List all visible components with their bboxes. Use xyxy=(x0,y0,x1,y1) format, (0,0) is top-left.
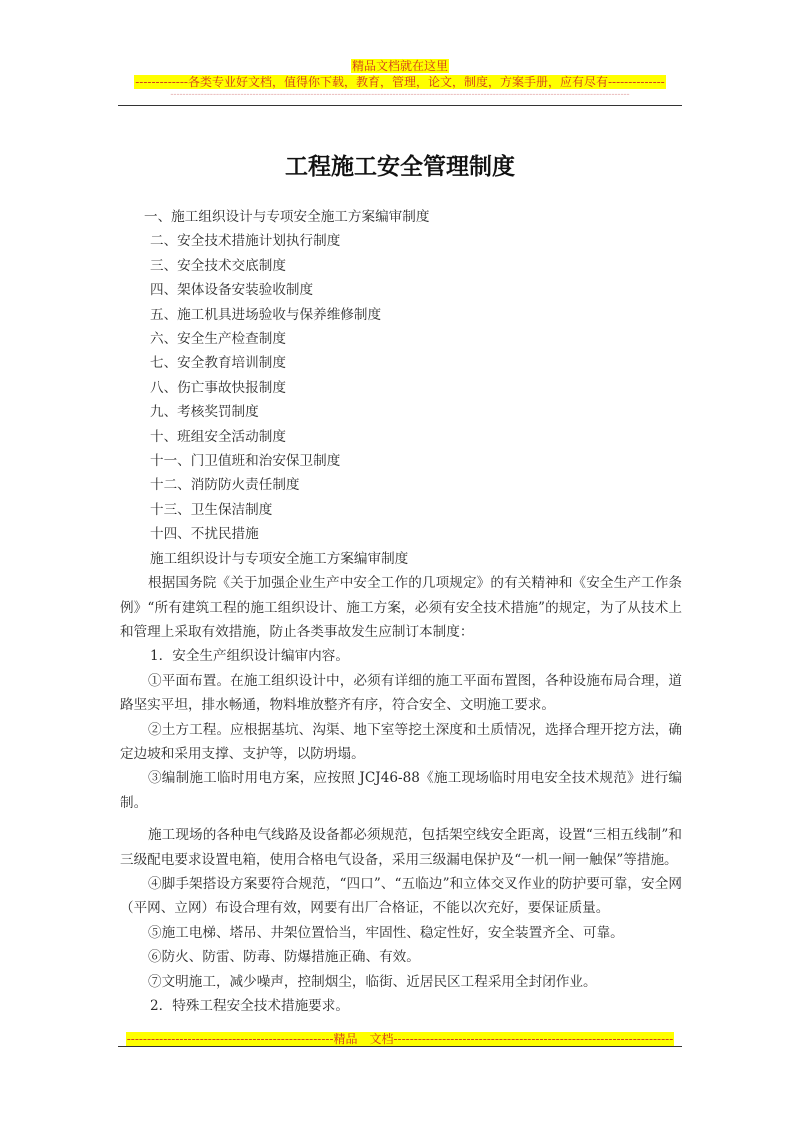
toc-item: 十、班组安全活动制度 xyxy=(150,428,286,445)
document-body xyxy=(120,205,682,1018)
toc-item: 三、安全技术交底制度 xyxy=(150,257,286,274)
toc-item: 七、安全教育培训制度 xyxy=(150,355,286,372)
paragraph-layout: ①平面布置。在施工组织设计中，必须有详细的施工平面布置图，各种设施布局合理，道路坚实平坦，排水畅通，物料堆放整齐有序，符合安全、文明施工要求。 xyxy=(120,672,682,714)
toc-item: 十三、卫生保洁制度 xyxy=(150,501,273,518)
footer-divider xyxy=(118,1046,682,1047)
toc-item: 二、安全技术措施计划执行制度 xyxy=(150,233,341,250)
header-banner-slogan xyxy=(0,73,800,90)
header-dashed-line: ------------------------------------------------------------------------------------------------------------------------------------------------------- xyxy=(170,90,630,100)
toc-item: 十四、不扰民措施 xyxy=(150,526,259,543)
footer-banner xyxy=(0,1030,800,1047)
toc-item: 十二、消防防火责任制度 xyxy=(150,477,300,494)
toc-item: 十一、门卫值班和治安保卫制度 xyxy=(150,453,341,470)
toc-item: 八、伤亡事故快报制度 xyxy=(150,379,286,396)
header-slogan-text: -------------各类专业好文档，值得你下载，教育，管理，论文，制度，方案手册，应有尽有-------------- xyxy=(135,75,665,89)
footer-text: ---------------------------------------------------精品 文档--------------------------------------------------------------------- xyxy=(126,1032,674,1046)
toc-item: 四、架体设备安装验收制度 xyxy=(150,282,314,299)
paragraph-civilized: ⑦文明施工，减少噪声，控制烟尘，临街、近居民区工程采用全封闭作业。 xyxy=(148,973,597,990)
intro-paragraph: 根据国务院《关于加强企业生产中安全工作的几项规定》的有关精神和《安全生产工作条例》“所有建筑工程的施工组织设计、施工方案，必须有安全技术措施”的规定，为了从技术上和管理上采取有效措施，防止各类事故发生应制订本制度： xyxy=(120,575,682,640)
toc-item: 九、考核奖罚制度 xyxy=(150,404,259,421)
list-item-heading: 2．特殊工程安全技术措施要求。 xyxy=(150,998,349,1014)
document-title: 工程施工安全管理制度 xyxy=(285,154,515,180)
toc-item: 六、安全生产检查制度 xyxy=(150,331,286,348)
paragraph-earthwork: ②土方工程。应根据基坑、沟渠、地下室等挖土深度和土质情况，选择合理开挖方法，确定边坡和采用支撑、支护等，以防坍塌。 xyxy=(120,721,682,762)
toc-item: 一、施工组织设计与专项安全施工方案编审制度 xyxy=(144,209,430,225)
paragraph-fire: ⑥防火、防雷、防毒、防爆措施正确、有效。 xyxy=(148,949,420,966)
paragraph-scaffold: ④脚手架搭设方案要符合规范，“四口”、“五临边”和立体交叉作业的防护要可靠，安全网（平网、立网）布设合理有效，网要有出厂合格证，不能以次充好，要保证质量。 xyxy=(120,875,682,917)
header-banner-title xyxy=(0,57,800,74)
paragraph-electric-lines: 施工现场的各种电气线路及设备都必须规范，包括架空线安全距离，设置“三相五线制”和三级配电要求设置电箱，使用合格电气设备，采用三级漏电保护及“一机一闸一触保”等措施。 xyxy=(120,827,682,868)
section-heading: 施工组织设计与专项安全施工方案编审制度 xyxy=(150,550,409,567)
paragraph-electric-plan: ③编制施工临时用电方案，应按照 JCJ46-88《施工现场临时用电安全技术规范》进行编制。 xyxy=(120,770,682,811)
list-item-heading: 1．安全生产组织设计编审内容。 xyxy=(150,648,349,665)
paragraph-elevator: ⑤施工电梯、塔吊、井架位置恰当，牢固性、稳定性好，安全装置齐全、可靠。 xyxy=(148,924,624,941)
header-title-text: 精品文档就在这里 xyxy=(351,59,448,73)
toc-item: 五、施工机具进场验收与保养维修制度 xyxy=(150,306,382,323)
header-divider xyxy=(118,105,682,106)
